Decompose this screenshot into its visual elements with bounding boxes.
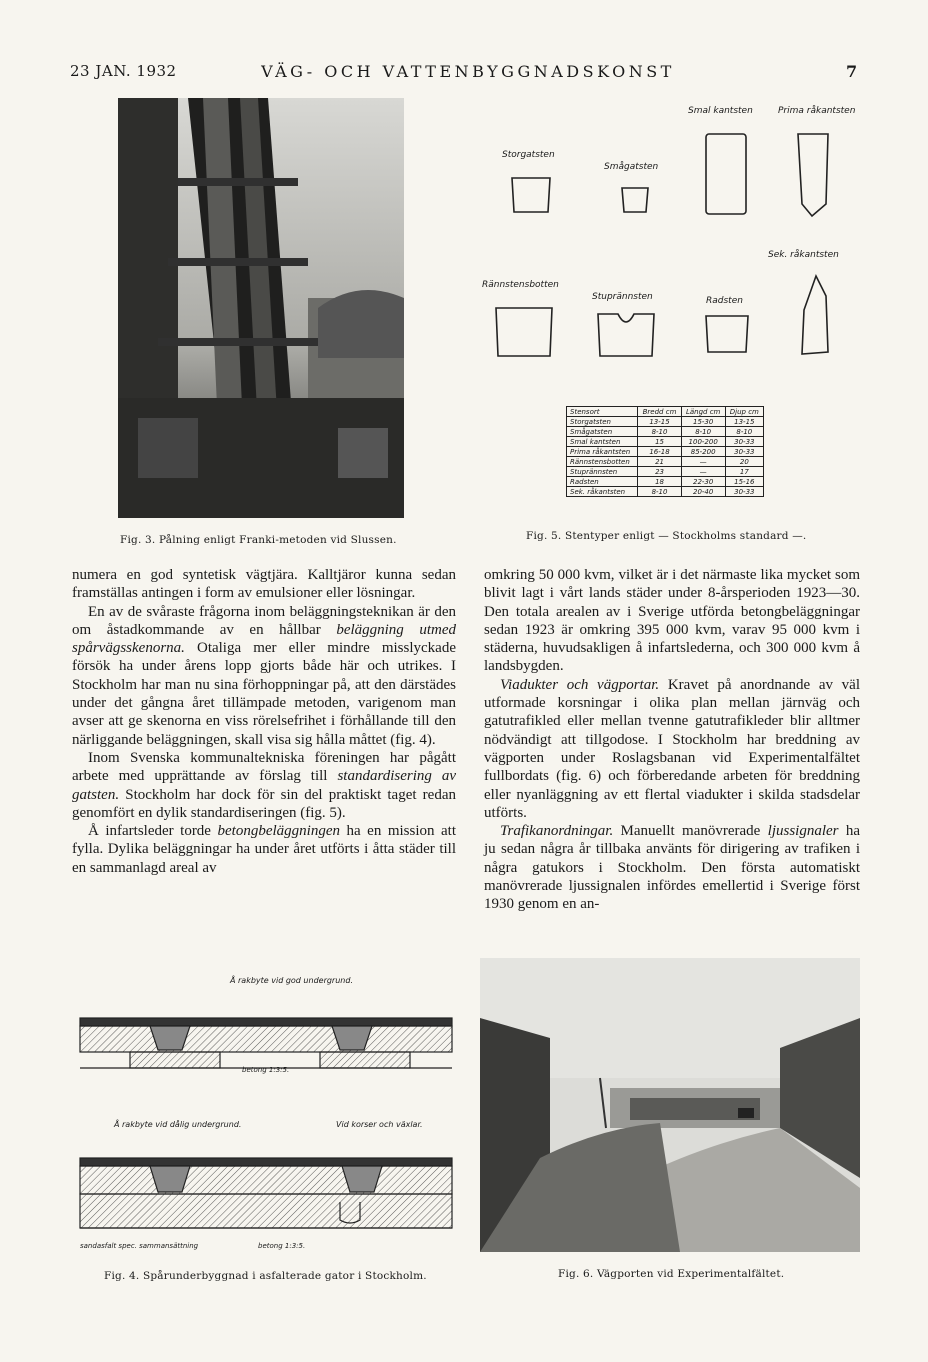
paragraph: Inom Svenska kommunaltekniska föreningen har pågått arbete med upprättande av förslag till standardisering av gatsten. Stockholm har dock för sin del praktiskt taget redan genomfört en dylik standardiseringen (fig. 5). — [72, 749, 456, 821]
label-prima-rakantsten: Prima råkantsten — [778, 106, 856, 116]
paragraph: numera en god syntetisk vägtjära. Kalltjäror kunna sedan framställas antingen i form av emulsioner eller lösningar. — [72, 567, 456, 602]
stone-prima-rakantsten — [798, 134, 828, 216]
label-rannstensbotten: Rännstensbotten — [482, 280, 559, 290]
paragraph: Trafikanordningar. Manuellt manövrerade ljussignaler ha ju sedan några år tillbaka använts för dirigering av trafiken i några gatukors i Stockholm. Den första automatiskt manövrerade ljussignalen infördes emellertid i Sverige först 1930 genom en an- — [484, 823, 860, 913]
table-row: Smågatsten 8-10 8-10 8-10 — [567, 427, 764, 437]
stone-outlines — [478, 100, 878, 400]
fig4-label-betong-1: betong 1:3:5. — [242, 1066, 290, 1074]
stone-table-header — [567, 407, 764, 417]
stone-stuprannsten — [598, 314, 654, 356]
table-row: Stuprännsten 23 — 17 — [567, 467, 764, 477]
left-column — [72, 566, 456, 877]
label-stuprannsten: Stuprännsten — [592, 292, 653, 302]
fig4-label-top: Å rakbyte vid god undergrund. — [230, 976, 353, 985]
header-stensort: Stensort — [567, 407, 638, 417]
label-sek-rakantsten: Sek. råkantsten — [768, 250, 839, 260]
label-smagatsten: Smågatsten — [604, 162, 659, 172]
pile-driver-photo — [118, 98, 404, 518]
stone-rannstensbotten — [496, 308, 552, 356]
paragraph: omkring 50 000 kvm, vilket är i det närmaste lika mycket som blivit lagt i vårt lands städer under 8-årsperioden 1923—30. Den totala arealen av i Sverige utförda betongbeläggningar sedan 1923 är omkring 395 000 kvm, varav 95 000 kvm i städerna, huvudsakligen å infartslederna, och 300 000 kvm å landsbygden. — [484, 567, 860, 675]
label-radsten: Radsten — [706, 296, 743, 306]
paragraph: En av de svåraste frågorna inom beläggningsteknikan är den om åstadkommande av en hållbar beläggning utmed spårvägsskenorna. Otaliga mer eller mindre misslyckade försök ha under årens lopp gjorts både här och utrikes. I Stockholm har man nu sina förhoppningar på, att den därstädes under det gångna året tillämpade metoden, varigenom man avser att ge skenorna en viss rörelsefrihet i förhållande till den närliggande beläggningen, skall visa sig hålla måttet (fig. 4). — [72, 603, 457, 748]
fig3-photo — [118, 98, 404, 518]
table-row: Smal kantsten 15 100-200 30-33 — [567, 437, 764, 447]
header-bredd: Bredd cm — [638, 407, 681, 417]
paragraph: Viadukter och vägportar. Kravet på anordnande av väl utformade korsningar i olika plan mellan järnväg och gatutrafikled eller mellan tvenne gatutrafikleder blir alltmer nödvändigt att tillgodose. I Stockholm har breddning av vägporten under Roslagsbanan vid Experimentalfältet fullbordats (fig. 6) och förberedande arbeten för breddning eller nyanläggning av ett flertal viadukter i skilda stadsdelar utförts. — [484, 676, 860, 821]
stone-smagatsten — [622, 188, 648, 212]
label-storgatsten: Storgatsten — [502, 150, 555, 160]
fig5-drawing — [478, 100, 878, 520]
header-djup: Djup cm — [725, 407, 763, 417]
fig4-caption: Fig. 4. Spårunderbyggnad i asfalterade gator i Stockholm. — [104, 1270, 427, 1282]
fig4-label-bottom-right: betong 1:3:5. — [258, 1242, 306, 1250]
table-row: Sek. råkantsten 8-10 20-40 30-33 — [567, 487, 764, 497]
track-cross-sections — [70, 970, 460, 1240]
header-date: 23 JAN. 1932 — [70, 62, 177, 80]
stone-radsten — [706, 316, 748, 352]
fig6-photo — [480, 958, 860, 1252]
header-title: VÄG- OCH VATTENBYGGNADSKONST — [261, 62, 675, 81]
fig4-label-mid-right: Vid korser och växlar. — [336, 1120, 423, 1129]
fig4-label-bottom-left: sandasfalt spec. sammansättning — [80, 1242, 199, 1250]
table-row: Rännstensbotten 21 — 20 — [567, 457, 764, 467]
fig4-drawing — [70, 970, 460, 1260]
fig6-caption: Fig. 6. Vägporten vid Experimentalfältet. — [558, 1268, 785, 1280]
stone-smal-kantsten — [706, 134, 746, 214]
table-row: Radsten 18 22-30 15-16 — [567, 477, 764, 487]
stone-sek-rakantsten — [802, 276, 828, 354]
right-column — [484, 566, 860, 914]
fig5-caption: Fig. 5. Stentyper enligt — Stockholms standard —. — [526, 530, 807, 542]
header-langd: Längd cm — [681, 407, 725, 417]
paragraph: Å infartsleder torde betongbeläggningen ha en mission att fylla. Dylika beläggningar ha under året utförts i åtta städer till en sammanlagd areal av — [72, 823, 457, 876]
table-row: Prima råkantsten 16-18 85-200 30-33 — [567, 447, 764, 457]
page-number: 7 — [846, 62, 858, 81]
stone-table — [566, 406, 764, 497]
underpass-photo — [480, 958, 860, 1252]
fig3-caption: Fig. 3. Pålning enligt Franki-metoden vid Slussen. — [120, 534, 397, 546]
table-row: Storgatsten 13-15 15-30 13-15 — [567, 417, 764, 427]
label-smal-kantsten: Smal kantsten — [688, 106, 753, 116]
fig4-label-mid-left: Å rakbyte vid dålig undergrund. — [114, 1120, 242, 1129]
stone-storgatsten — [512, 178, 550, 212]
